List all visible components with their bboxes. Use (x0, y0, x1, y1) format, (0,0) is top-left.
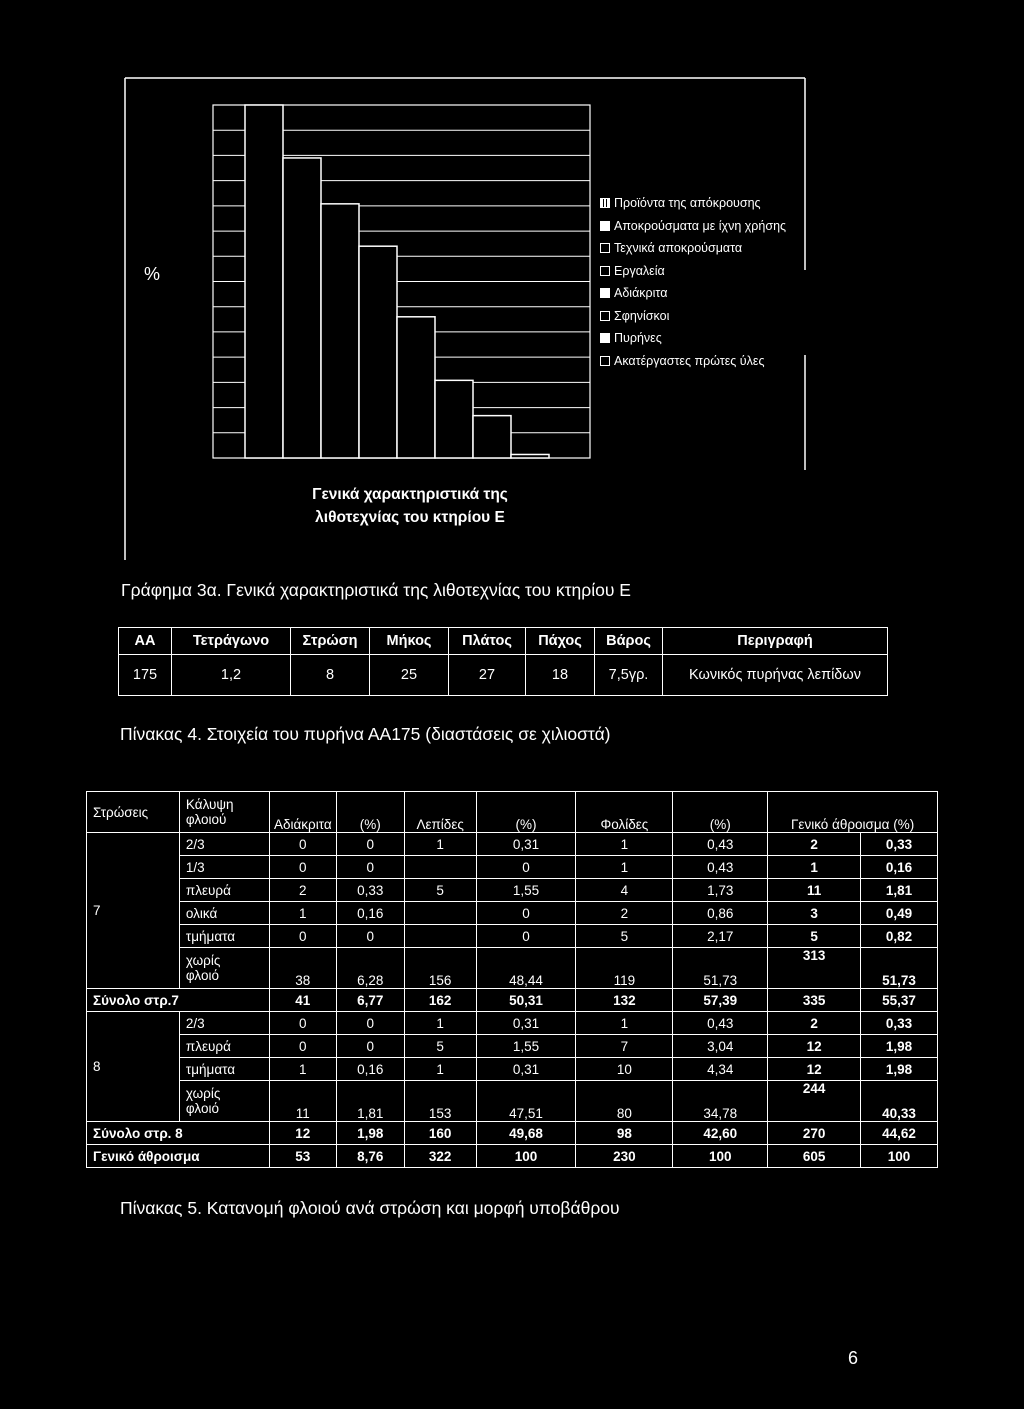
cell-tp: 40,33 (861, 1081, 938, 1122)
header-flakes: Φολίδες (576, 792, 673, 833)
cell-t: 12 (768, 1035, 861, 1058)
table4-caption: Πίνακας 4. Στοιχεία του πυρήνα ΑΑ175 (διαστάσεις σε χιλιοστά) (120, 724, 611, 744)
legend-swatch (600, 198, 610, 208)
cell-t: 270 (768, 1122, 861, 1145)
legend-label: Τεχνικά αποκρούσματα (614, 241, 743, 255)
cell-a: 0 (269, 856, 336, 879)
legend-item (600, 237, 815, 260)
cell-ap: 1,81 (336, 1081, 404, 1122)
coverage-line: χωρίς (185, 953, 221, 968)
cell-fp: 0,86 (673, 902, 768, 925)
cell-ap: 0 (336, 833, 404, 856)
header-square: Τετράγωνο (172, 628, 291, 655)
bar-3 (321, 204, 359, 458)
legend-swatch (600, 311, 610, 321)
table-row (87, 1081, 938, 1122)
cell-tp: 1,81 (861, 879, 938, 902)
cell-fp: 57,39 (673, 989, 768, 1012)
bar-2 (283, 158, 321, 458)
cell-tp: 0,82 (861, 925, 938, 948)
cell-ap: 0,16 (336, 1058, 404, 1081)
header-strata: Στρώσεις (87, 792, 180, 833)
stratum-label: 8 (87, 1012, 180, 1122)
header-total: Γενικό άθροισμα (%) (768, 792, 938, 833)
header-cortex-line: Κάλυψη (185, 797, 234, 812)
cell-ap: 6,77 (336, 989, 404, 1012)
cell-tp: 55,37 (861, 989, 938, 1012)
cell-coverage (179, 948, 269, 989)
cell-a: 0 (269, 1012, 336, 1035)
cell-coverage: τμήματα (179, 1058, 269, 1081)
cell-lp: 0 (476, 902, 576, 925)
table-row (87, 856, 938, 879)
table-row (87, 902, 938, 925)
cell-l: 5 (404, 1035, 476, 1058)
cell-t: 313 (768, 948, 861, 989)
legend-label: Ακατέργαστες πρώτες ύλες (614, 353, 765, 368)
header-cortex-line: φλοιού (185, 812, 227, 827)
cell-f: 5 (576, 925, 673, 948)
legend-label: Πυρήνες (614, 331, 662, 345)
cell-description: Κωνικός πυρήνας λεπίδων (663, 655, 888, 696)
subtotal-label: Σύνολο στρ. 8 (87, 1122, 270, 1145)
bar-1 (245, 105, 283, 458)
cell-lp: 1,55 (476, 879, 576, 902)
cell-f: 1 (576, 833, 673, 856)
table-row (87, 925, 938, 948)
legend-label: Αποκρούσματα με ίχνη χρήσης (614, 218, 787, 233)
cell-tp: 100 (861, 1145, 938, 1168)
table-header-row (87, 792, 938, 833)
cell-lp: 47,51 (476, 1081, 576, 1122)
figure-caption: Γράφημα 3α. Γενικά χαρακτηριστικά της λιθοτεχνίας του κτηρίου Ε (121, 580, 631, 600)
core-table (118, 627, 888, 696)
cell-fp: 51,73 (673, 948, 768, 989)
cell-a: 11 (269, 1081, 336, 1122)
cell-tp: 1,98 (861, 1058, 938, 1081)
cell-weight: 7,5γρ. (595, 655, 663, 696)
cell-tp: 1,98 (861, 1035, 938, 1058)
legend-label: Προϊόντα της απόκρουσης (614, 196, 761, 210)
cortex-table (86, 791, 938, 1168)
table-body (87, 792, 938, 1168)
cell-coverage: 1/3 (179, 856, 269, 879)
chart-legend (600, 192, 815, 372)
x-axis-label-line2: λιθοτεχνίας του κτηρίου Ε (315, 509, 505, 526)
header-indet: Αδιάκριτα (269, 792, 336, 833)
cell-fp: 100 (673, 1145, 768, 1168)
cell-ap: 6,28 (336, 948, 404, 989)
table-row (119, 655, 888, 696)
cell-length: 25 (370, 655, 449, 696)
cell-fp: 1,73 (673, 879, 768, 902)
cell-ap: 1,98 (336, 1122, 404, 1145)
cell-f: 7 (576, 1035, 673, 1058)
legend-label: Εργαλεία (614, 263, 665, 278)
header-description: Περιγραφή (663, 628, 888, 655)
cell-a: 0 (269, 833, 336, 856)
cell-l: 322 (404, 1145, 476, 1168)
legend-item (600, 327, 815, 350)
y-axis-label: % (144, 264, 161, 284)
header-indet-pct: (%) (336, 792, 404, 833)
cell-l (404, 856, 476, 879)
cell-lp: 0 (476, 856, 576, 879)
cell-f: 80 (576, 1081, 673, 1122)
bar-6 (435, 380, 473, 458)
cell-l: 160 (404, 1122, 476, 1145)
cell-fp: 4,34 (673, 1058, 768, 1081)
subtotal-row (87, 989, 938, 1012)
cell-fp: 0,43 (673, 1012, 768, 1035)
coverage-line: χωρίς (185, 1086, 221, 1101)
cell-lp: 49,68 (476, 1122, 576, 1145)
header-cortex (179, 792, 269, 833)
header-thickness: Πάχος (526, 628, 595, 655)
cell-t: 3 (768, 902, 861, 925)
cell-tp: 44,62 (861, 1122, 938, 1145)
cell-a: 1 (269, 902, 336, 925)
cell-t: 5 (768, 925, 861, 948)
cell-l (404, 902, 476, 925)
cell-f: 1 (576, 856, 673, 879)
cell-fp: 34,78 (673, 1081, 768, 1122)
cell-tp: 0,33 (861, 1012, 938, 1035)
cell-a: 1 (269, 1058, 336, 1081)
x-axis-label-line1: Γενικά χαρακτηριστικά της (312, 486, 508, 503)
cell-l: 156 (404, 948, 476, 989)
cell-lp: 0,31 (476, 1012, 576, 1035)
cell-l: 153 (404, 1081, 476, 1122)
legend-label: Αδιάκριτα (614, 286, 668, 300)
header-flakes-pct: (%) (673, 792, 768, 833)
cell-width: 27 (449, 655, 526, 696)
legend-label: Σφηνίσκοι (614, 308, 670, 323)
header-blades: Λεπίδες (404, 792, 476, 833)
cell-aa: 175 (119, 655, 172, 696)
cell-l (404, 925, 476, 948)
cell-coverage: τμήματα (179, 925, 269, 948)
bar-7 (473, 416, 511, 458)
header-stratum: Στρώση (291, 628, 370, 655)
header-aa: ΑΑ (119, 628, 172, 655)
cell-coverage: 2/3 (179, 1012, 269, 1035)
cell-ap: 0 (336, 925, 404, 948)
legend-item (600, 305, 815, 328)
cell-t: 2 (768, 1012, 861, 1035)
coverage-line: φλοιό (185, 1101, 219, 1116)
cell-coverage: πλευρά (179, 879, 269, 902)
cell-ap: 0 (336, 1035, 404, 1058)
grand-total-label: Γενικό άθροισμα (87, 1145, 270, 1168)
cell-fp: 2,17 (673, 925, 768, 948)
cell-a: 0 (269, 925, 336, 948)
legend-swatch (600, 288, 610, 298)
page-number: 6 (848, 1348, 859, 1368)
cell-thickness: 18 (526, 655, 595, 696)
legend-item (600, 260, 815, 283)
table-header-row (119, 628, 888, 655)
subtotal-label: Σύνολο στρ.7 (87, 989, 270, 1012)
cell-lp: 48,44 (476, 948, 576, 989)
table-row (87, 1035, 938, 1058)
cell-f: 132 (576, 989, 673, 1012)
cell-lp: 100 (476, 1145, 576, 1168)
legend-swatch (600, 356, 610, 366)
cell-ap: 8,76 (336, 1145, 404, 1168)
legend-item (600, 282, 815, 305)
cell-f: 98 (576, 1122, 673, 1145)
cell-a: 53 (269, 1145, 336, 1168)
cell-lp: 0,31 (476, 1058, 576, 1081)
cell-a: 41 (269, 989, 336, 1012)
cell-f: 10 (576, 1058, 673, 1081)
grand-total-row (87, 1145, 938, 1168)
legend-swatch (600, 221, 610, 231)
subtotal-row (87, 1122, 938, 1145)
cell-fp: 3,04 (673, 1035, 768, 1058)
header-width: Πλάτος (449, 628, 526, 655)
header-blades-pct: (%) (476, 792, 576, 833)
cell-lp: 0,31 (476, 833, 576, 856)
legend-swatch (600, 266, 610, 276)
cell-t: 12 (768, 1058, 861, 1081)
bar-4 (359, 246, 397, 458)
legend-item (600, 215, 815, 238)
cell-ap: 0 (336, 856, 404, 879)
table-row (87, 948, 938, 989)
cell-square: 1,2 (172, 655, 291, 696)
cell-tp: 0,33 (861, 833, 938, 856)
cell-t: 244 (768, 1081, 861, 1122)
cell-tp: 51,73 (861, 948, 938, 989)
cell-coverage (179, 1081, 269, 1122)
cell-ap: 0,16 (336, 902, 404, 925)
cell-f: 2 (576, 902, 673, 925)
cell-ap: 0 (336, 1012, 404, 1035)
legend-swatch (600, 333, 610, 343)
cell-fp: 42,60 (673, 1122, 768, 1145)
cell-lp: 50,31 (476, 989, 576, 1012)
cell-tp: 0,49 (861, 902, 938, 925)
table-row (87, 879, 938, 902)
legend-item (600, 350, 815, 373)
header-length: Μήκος (370, 628, 449, 655)
cell-lp: 0 (476, 925, 576, 948)
cell-coverage: ολικά (179, 902, 269, 925)
cell-fp: 0,43 (673, 856, 768, 879)
cell-f: 230 (576, 1145, 673, 1168)
cell-lp: 1,55 (476, 1035, 576, 1058)
cell-l: 5 (404, 879, 476, 902)
x-axis-label (265, 483, 555, 529)
table-row (87, 1058, 938, 1081)
cell-a: 12 (269, 1122, 336, 1145)
legend-item (600, 192, 815, 215)
cell-a: 38 (269, 948, 336, 989)
cell-fp: 0,43 (673, 833, 768, 856)
cell-stratum: 8 (291, 655, 370, 696)
header-weight: Βάρος (595, 628, 663, 655)
legend-swatch (600, 243, 610, 253)
cell-t: 1 (768, 856, 861, 879)
cell-ap: 0,33 (336, 879, 404, 902)
cell-a: 0 (269, 1035, 336, 1058)
cell-t: 2 (768, 833, 861, 856)
cell-l: 1 (404, 1058, 476, 1081)
bar-5 (397, 317, 435, 458)
coverage-line: φλοιό (185, 968, 219, 983)
cell-coverage: 2/3 (179, 833, 269, 856)
cell-f: 4 (576, 879, 673, 902)
cell-l: 162 (404, 989, 476, 1012)
table-row (87, 833, 938, 856)
cell-f: 1 (576, 1012, 673, 1035)
cell-coverage: πλευρά (179, 1035, 269, 1058)
cell-tp: 0,16 (861, 856, 938, 879)
cell-f: 119 (576, 948, 673, 989)
bar-8 (511, 454, 549, 458)
cell-l: 1 (404, 1012, 476, 1035)
table-row (87, 1012, 938, 1035)
cell-t: 11 (768, 879, 861, 902)
stratum-label: 7 (87, 833, 180, 989)
cell-l: 1 (404, 833, 476, 856)
table5-caption: Πίνακας 5. Κατανομή φλοιού ανά στρώση και μορφή υποβάθρου (120, 1198, 620, 1218)
cell-t: 335 (768, 989, 861, 1012)
cell-t: 605 (768, 1145, 861, 1168)
cell-a: 2 (269, 879, 336, 902)
